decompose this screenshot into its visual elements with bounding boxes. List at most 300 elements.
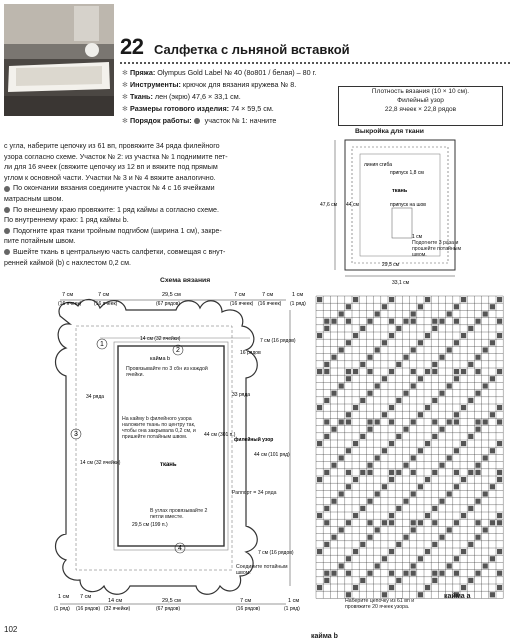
filled-cell — [432, 578, 437, 583]
seam-allowance-label: припуск на шов — [390, 202, 426, 208]
note-corners: В углах провязывайте 2 петли вместе. — [150, 508, 208, 520]
filled-cell — [497, 369, 502, 374]
filled-cell — [432, 369, 437, 374]
filled-cell — [382, 412, 387, 417]
filled-cell — [403, 571, 408, 576]
filled-cell — [497, 319, 502, 324]
top-width: 29,5 см — [162, 292, 181, 298]
filled-cell — [389, 319, 394, 324]
fabric-pattern-title: Выкройка для ткани — [355, 128, 424, 135]
filled-cell — [360, 434, 365, 439]
filled-cell — [483, 419, 488, 424]
fabric-pattern-diagram — [320, 136, 515, 286]
section-number: 1 — [100, 341, 104, 348]
filled-cell — [403, 355, 408, 360]
hem-label: 1 см — [412, 234, 423, 240]
filled-cell — [339, 527, 344, 532]
filled-cell — [475, 535, 480, 540]
filled-cell — [375, 455, 380, 460]
filled-cell — [396, 470, 401, 475]
filled-cell — [367, 391, 372, 396]
pattern-title — [120, 34, 500, 60]
filled-cell — [461, 585, 466, 590]
filled-cell — [346, 419, 351, 424]
filled-cell — [418, 412, 423, 417]
filled-cell — [418, 520, 423, 525]
filled-cell — [339, 455, 344, 460]
gauge-line: 22,8 ячеек × 22,8 рядов — [384, 106, 457, 113]
filled-cell — [461, 549, 466, 554]
filled-cell — [389, 297, 394, 302]
doily-photo-image — [4, 4, 114, 116]
filled-cell — [454, 419, 459, 424]
spec-fabric: ✻ Ткань: лен (экрю) 47,6 × 33,1 см. — [122, 92, 241, 101]
filled-cell — [425, 441, 430, 446]
filled-cell — [475, 499, 480, 504]
filled-cell — [382, 376, 387, 381]
filled-cell — [396, 506, 401, 511]
filled-cell — [432, 470, 437, 475]
pattern-number: 22 — [120, 34, 144, 59]
filled-cell — [475, 463, 480, 468]
filled-cell — [389, 441, 394, 446]
filled-cell — [411, 311, 416, 316]
materials-list — [122, 67, 332, 127]
filled-cell — [353, 405, 358, 410]
filled-cell — [317, 297, 322, 302]
filled-cell — [367, 470, 372, 475]
top-width: 1 см — [292, 292, 304, 298]
bullet-icon — [194, 118, 200, 124]
filled-cell — [411, 369, 416, 374]
filled-cell — [425, 369, 430, 374]
fillet-label: филейный узор — [234, 437, 274, 443]
gauge-box — [338, 86, 503, 126]
top-cells: (16 ячеек) — [94, 301, 118, 307]
bottom-cells: (1 ряд) — [54, 606, 70, 612]
filled-cell — [454, 376, 459, 381]
bottom-width: 14 см — [108, 598, 123, 604]
bottom-cells: (16 рядов) — [236, 606, 261, 612]
filled-cell — [490, 448, 495, 453]
filled-cell — [317, 369, 322, 374]
filled-cell — [360, 326, 365, 331]
bullet-icon — [4, 228, 10, 234]
side-row-label: 14 см (32 ячейки) — [80, 460, 121, 466]
filled-cell — [490, 412, 495, 417]
filled-cell — [497, 585, 502, 590]
filled-cell — [418, 448, 423, 453]
filled-cell — [389, 585, 394, 590]
filled-cell — [346, 484, 351, 489]
filled-cell — [324, 506, 329, 511]
filled-cell — [425, 333, 430, 338]
bottom-width: 1 см — [288, 598, 300, 604]
filled-cell — [411, 520, 416, 525]
filled-cell — [403, 499, 408, 504]
filled-cell — [346, 556, 351, 561]
fold-allowance-label: припуск 1,8 см — [390, 170, 424, 176]
filled-cell — [339, 311, 344, 316]
filled-cell — [483, 563, 488, 568]
filled-cell — [367, 427, 372, 432]
filled-cell — [447, 311, 452, 316]
section-number: 4 — [178, 545, 182, 552]
filled-cell — [497, 297, 502, 302]
filled-cell — [324, 398, 329, 403]
filled-cell — [439, 535, 444, 540]
filled-cell — [375, 491, 380, 496]
filled-cell — [439, 319, 444, 324]
filled-cell — [346, 470, 351, 475]
asterisk-icon: ✻ — [122, 82, 128, 89]
filled-cell — [331, 499, 336, 504]
filled-cell — [447, 455, 452, 460]
filled-cell — [497, 520, 502, 525]
filled-cell — [346, 412, 351, 417]
bottom-width: 7 см — [80, 594, 92, 600]
top-cells: (16 ячеек) — [258, 301, 282, 307]
filled-cell — [353, 513, 358, 518]
bottom-width: 1 см — [58, 594, 70, 600]
filled-cell — [454, 556, 459, 561]
filled-cell — [461, 441, 466, 446]
filled-cell — [353, 477, 358, 482]
filled-cell — [468, 398, 473, 403]
filled-cell — [411, 319, 416, 324]
filled-cell — [382, 520, 387, 525]
spec-size: ✻ Размеры готового изделия: 74 × 59,5 см. — [122, 104, 274, 113]
filled-cell — [439, 499, 444, 504]
filled-cell — [375, 563, 380, 568]
filled-cell — [375, 311, 380, 316]
filled-cell — [432, 362, 437, 367]
filled-cell — [353, 297, 358, 302]
side-row-label: 7 см (16 рядов) — [260, 338, 296, 344]
side-row-label: 7 см (16 рядов) — [258, 550, 294, 556]
spec-tools: ✻ Инструменты: крючок для вязания кружева № 8. — [122, 80, 297, 89]
filled-cell — [367, 369, 372, 374]
filled-cell — [497, 333, 502, 338]
filled-cell — [324, 434, 329, 439]
crochet-scheme-diagram — [0, 286, 310, 616]
filled-cell — [475, 355, 480, 360]
filled-cell — [389, 419, 394, 424]
filled-cell — [331, 535, 336, 540]
bottom-cells: (1 ряд) — [284, 606, 300, 612]
filled-cell — [454, 369, 459, 374]
filled-cell — [468, 542, 473, 547]
top-width: 7 см — [234, 292, 246, 298]
filled-cell — [324, 542, 329, 547]
bottom-cells: (32 ячейки) — [104, 606, 131, 612]
filled-cell — [324, 319, 329, 324]
filled-cell — [411, 470, 416, 475]
filled-cell — [475, 369, 480, 374]
filled-cell — [360, 470, 365, 475]
filled-cell — [339, 491, 344, 496]
filled-cell — [475, 571, 480, 576]
filled-cell — [403, 463, 408, 468]
filled-cell — [483, 491, 488, 496]
filled-cell — [331, 391, 336, 396]
note-rapport: Раппорт = 34 ряда — [232, 490, 277, 496]
filled-cell — [367, 520, 372, 525]
filled-cell — [331, 355, 336, 360]
filled-cell — [447, 527, 452, 532]
filled-cell — [454, 571, 459, 576]
filled-cell — [360, 362, 365, 367]
filled-cell — [382, 556, 387, 561]
filled-cell — [317, 549, 322, 554]
filled-cell — [418, 376, 423, 381]
filled-cell — [483, 311, 488, 316]
gauge-line: Филейный узор — [397, 97, 444, 104]
filled-cell — [382, 304, 387, 309]
filled-cell — [454, 340, 459, 345]
filled-cell — [346, 369, 351, 374]
filled-cell — [411, 383, 416, 388]
filled-cell — [497, 470, 502, 475]
filled-cell — [439, 391, 444, 396]
side-row-label: 14 см (32 ячейки) — [140, 336, 181, 342]
asterisk-icon: ✻ — [122, 106, 128, 113]
bottom-width: 29,5 см — [162, 598, 181, 604]
filled-cell — [490, 520, 495, 525]
filled-cell — [396, 362, 401, 367]
instr-line: По внутреннему краю: 1 ряд каймы b. — [4, 216, 129, 225]
filled-cell — [367, 319, 372, 324]
filled-cell — [461, 405, 466, 410]
filled-cell — [418, 484, 423, 489]
filled-cell — [382, 340, 387, 345]
filled-cell — [497, 571, 502, 576]
filled-cell — [461, 297, 466, 302]
filled-cell — [490, 304, 495, 309]
filled-cell — [411, 455, 416, 460]
filled-cell — [346, 448, 351, 453]
filled-cell — [483, 347, 488, 352]
filled-cell — [367, 571, 372, 576]
title-divider — [120, 62, 510, 66]
bottom-cells: (16 рядов) — [76, 606, 101, 612]
section-number: 2 — [176, 347, 180, 354]
filled-cell — [454, 448, 459, 453]
top-cells: (67 рядов) — [156, 301, 181, 307]
filled-cell — [432, 419, 437, 424]
filled-cell — [475, 319, 480, 324]
filled-cell — [389, 520, 394, 525]
page-number: 102 — [4, 625, 18, 634]
filled-cell — [447, 563, 452, 568]
filled-cell — [375, 527, 380, 532]
instructions — [4, 141, 324, 268]
filled-cell — [425, 513, 430, 518]
filled-cell — [497, 549, 502, 554]
filled-cell — [475, 427, 480, 432]
filled-cell — [353, 369, 358, 374]
filled-cell — [490, 376, 495, 381]
filled-cell — [339, 347, 344, 352]
filled-cell — [353, 333, 358, 338]
filled-cell — [367, 419, 372, 424]
filled-cell — [353, 585, 358, 590]
filled-cell — [360, 578, 365, 583]
filled-cell — [382, 592, 387, 597]
filled-cell — [389, 477, 394, 482]
product-photo — [4, 4, 114, 116]
instr-line: ренней каймой (b) с нахлестом 0,2 см. — [4, 258, 131, 267]
filled-cell — [468, 326, 473, 331]
filled-cell — [461, 369, 466, 374]
filled-cell — [425, 549, 430, 554]
filled-cell — [389, 369, 394, 374]
filled-cell — [425, 297, 430, 302]
filled-cell — [367, 535, 372, 540]
filled-cell — [411, 571, 416, 576]
filled-cell — [339, 563, 344, 568]
filled-cell — [418, 304, 423, 309]
filled-cell — [454, 484, 459, 489]
filled-cell — [418, 592, 423, 597]
filled-cell — [454, 319, 459, 324]
filled-cell — [339, 383, 344, 388]
filled-cell — [447, 419, 452, 424]
filled-cell — [396, 434, 401, 439]
filled-cell — [439, 355, 444, 360]
filled-cell — [425, 585, 430, 590]
filled-cell — [439, 427, 444, 432]
filled-cell — [432, 571, 437, 576]
filled-cell — [483, 527, 488, 532]
filled-cell — [382, 484, 387, 489]
filled-cell — [324, 578, 329, 583]
gauge-line: Плотность вязания (10 × 10 см). — [371, 88, 470, 95]
filled-cell — [317, 405, 322, 410]
top-cells: (16 ячеек) — [58, 301, 82, 307]
filled-cell — [389, 470, 394, 475]
filled-cell — [317, 441, 322, 446]
filled-cell — [346, 520, 351, 525]
filled-cell — [461, 333, 466, 338]
kaima-a-footer: кайма a — [444, 593, 471, 600]
filled-cell — [403, 535, 408, 540]
section-number: 3 — [74, 431, 78, 438]
filled-cell — [490, 592, 495, 597]
note-sbn: Провязывайте по 3 сбн из каждой ячейки. — [126, 366, 208, 378]
asterisk-icon: ✻ — [122, 118, 128, 125]
fabric-height-label: 44 см (301 п.) — [204, 432, 236, 438]
filled-cell — [461, 513, 466, 518]
filled-cell — [432, 319, 437, 324]
spec-procedure: ✻ Порядок работы: участок № 1: начните — [122, 116, 277, 125]
instr-line: с угла, наберите цепочку из 61 вп, провяжите 34 ряда филейного — [4, 142, 220, 150]
filled-cell — [468, 470, 473, 475]
filled-cell — [324, 326, 329, 331]
bullet-item: По окончании вязания соедините участок № 4 с 16 ячейками — [4, 183, 324, 194]
filled-cell — [432, 542, 437, 547]
filled-cell — [454, 304, 459, 309]
top-cells: (16 ячеек) — [230, 301, 254, 307]
instr-line: пите потайным швом. — [4, 237, 76, 246]
fabric-width-label: 29,5 см (199 п.) — [132, 522, 168, 528]
filled-cell — [346, 376, 351, 381]
bottom-width: 7 см — [240, 598, 252, 604]
filled-cell — [411, 563, 416, 568]
filled-cell — [339, 419, 344, 424]
asterisk-icon: ✻ — [122, 70, 128, 77]
filled-cell — [411, 347, 416, 352]
fillet-grid-chart — [308, 292, 513, 610]
filled-cell — [468, 434, 473, 439]
filled-cell — [346, 592, 351, 597]
top-width: 7 см — [262, 292, 274, 298]
filled-cell — [425, 405, 430, 410]
filled-cell — [432, 398, 437, 403]
filled-cell — [346, 304, 351, 309]
instr-line: углом к основной части. Участки № 3 и № 4 вяжите аналогично. — [4, 173, 216, 182]
filled-cell — [454, 412, 459, 417]
fold-line-label: линия сгиба — [364, 162, 393, 168]
note-fabric: На кайму b филейного узора наложите ткань по центру так, чтобы она закрывала 0,2 см, и пришейте потайным швом. — [122, 416, 196, 440]
filled-cell — [432, 434, 437, 439]
bullet-icon — [4, 249, 10, 255]
rows-label: 33 ряда — [232, 392, 251, 398]
filled-cell — [346, 571, 351, 576]
filled-cell — [382, 448, 387, 453]
filled-cell — [447, 491, 452, 496]
filled-cell — [411, 491, 416, 496]
filled-cell — [454, 520, 459, 525]
filled-cell — [396, 326, 401, 331]
filled-cell — [432, 520, 437, 525]
filled-cell — [360, 542, 365, 547]
filled-cell — [317, 585, 322, 590]
filled-cell — [360, 506, 365, 511]
bottom-cells: (67 рядов) — [156, 606, 181, 612]
side-row-label: 44 см (101 ряд) — [254, 452, 290, 458]
filled-cell — [396, 542, 401, 547]
note-join: Соедините потайным швом. — [236, 564, 288, 576]
filled-cell — [425, 477, 430, 482]
top-width: 7 см — [98, 292, 110, 298]
filled-cell — [353, 441, 358, 446]
instr-line: ли для 16 ячеек (свяжите цепочку из 12 вп и вяжите под прямым — [4, 163, 218, 172]
filled-cell — [346, 319, 351, 324]
asterisk-icon: ✻ — [122, 94, 128, 101]
filled-cell — [331, 427, 336, 432]
filled-cell — [367, 499, 372, 504]
pattern-name: Салфетка с льняной вставкой — [153, 42, 350, 57]
filled-cell — [468, 362, 473, 367]
kaima-b-footer: кайма b — [311, 633, 338, 640]
filled-cell — [331, 319, 336, 324]
filled-cell — [375, 419, 380, 424]
filled-cell — [403, 427, 408, 432]
filled-cell — [403, 391, 408, 396]
hem-note: Подогните 3 раза и прошейте потайным швом. — [412, 240, 462, 258]
bullet-item: По внешнему краю провяжите: 1 ряд каймы a согласно схеме. — [4, 205, 324, 216]
kaima-b-label: кайма b — [150, 356, 171, 362]
filled-cell — [389, 333, 394, 338]
filled-cell — [418, 556, 423, 561]
filled-cell — [483, 455, 488, 460]
filled-cell — [324, 470, 329, 475]
scheme-title: Схема вязания — [160, 277, 211, 284]
spec-yarn: ✻ Пряжа: Olympus Gold Label № 40 (8о801 / белая) – 80 г. — [122, 68, 317, 77]
bullet-item: Вшейте ткань в центральную часть салфетки, совмещая с внут- — [4, 247, 324, 258]
filled-cell — [324, 419, 329, 424]
